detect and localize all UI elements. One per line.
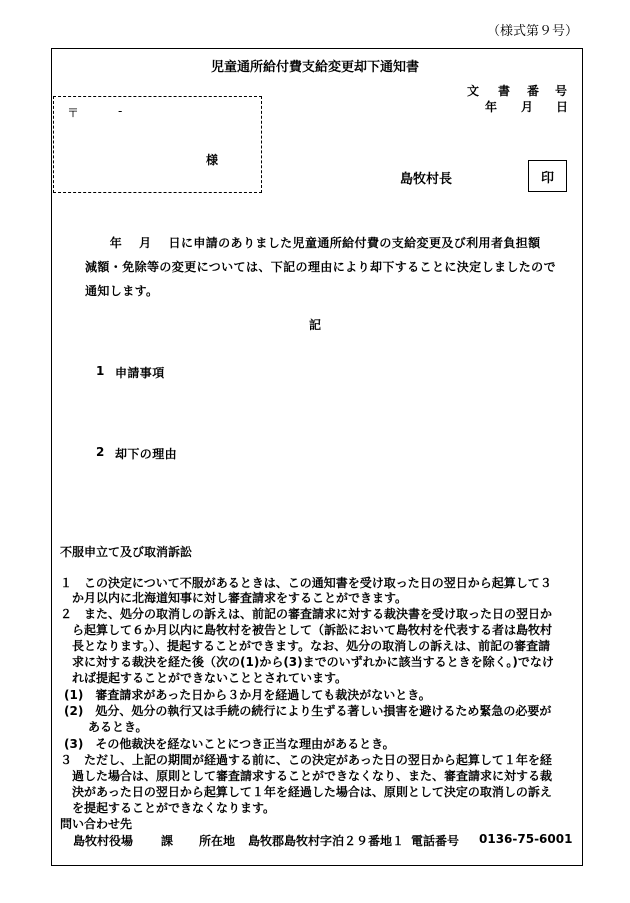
contact-heading: 問い合わせ先 [60,817,133,831]
appeal-line: あるとき。 [64,720,148,734]
appeal-line: ら起算して６か月以内に島牧村を被告として（訴訟において島牧村を代表する者は島牧村 [60,623,553,637]
appeal-line: ２ また、処分の取消しの訴えは、前記の審査請求に対する裁決書を受け取った日の翌日か [60,607,553,621]
contact-address: 島牧郡島牧村字泊２９番地１ [248,834,405,848]
seal-label: 印 [540,170,554,186]
item-label: 申請事項 [115,366,165,380]
form-number: （様式第９号） [486,24,578,39]
contact-phone: 0136-75-6001 [479,832,573,846]
appeal-line: ３ ただし、上記の期間が経過する前に、この決定があった日の翌日から起算して１年を経 [60,753,552,767]
body-line: 通知します。 [85,284,159,298]
recipient-honorific: 様 [206,153,219,167]
date-day: 日 [556,100,569,114]
appeal-line: を提起することができなくなります。 [60,801,276,815]
appeal-line: 決があった日の翌日から起算して１年を経過した場合は、原則として決定の取消しの訴え [60,785,552,799]
doc-number-char: 書 [498,84,511,98]
item-number: 2 [96,445,105,459]
appeal-line: れば提起することができないこととされています。 [60,671,348,685]
doc-number-char: 番 [527,84,540,98]
body-line: 減額・免除等の変更については、下記の理由により却下することに決定しましたので [85,260,556,274]
postal-dash: - [118,104,123,118]
appeal-line: (3) その他裁決を経ないことにつき正当な理由があるとき。 [64,737,395,751]
date-year: 年 [485,100,498,114]
appeal-line: 長となります。）、提起することができます。なお、処分の取消しの訴えは、前記の審査請 [60,639,551,653]
doc-number-char: 文 [467,84,480,98]
document-title: 児童通所給付費支給変更却下通知書 [210,60,419,75]
appeal-heading: 不服申立て及び取消訴訟 [60,545,193,559]
contact-location-label: 所在地 [199,834,236,848]
appeal-line: １ この決定について不服があるときは、この通知書を受け取った日の翌日から起算して３ [60,576,552,590]
appeal-line: 求に対する裁決を経た後（次の(1)から(3)までのいずれかに該当するときを除く。)でなけ [60,655,554,669]
postal-mark: 〒 [67,106,80,120]
appeal-line: (1) 審査請求があった日から３か月を経過しても裁決がないとき。 [64,688,431,702]
recipient-address-box [53,96,262,193]
appeal-line: 過した場合は、原則として審査請求することができなくなり、また、審査請求に対する裁 [60,769,553,783]
issuer-name: 島牧村長 [400,172,453,187]
contact-office: 島牧村役場 [73,834,134,848]
contact-section: 課 [161,834,174,848]
item-number: 1 [96,364,105,378]
ki-marker: 記 [309,318,322,332]
date-month: 月 [521,100,534,114]
item-label: 却下の理由 [115,447,178,461]
appeal-line: (2) 処分、処分の執行又は手続の続行により生ずる著しい損害を避けるため緊急の必要が [64,704,552,718]
contact-phone-label: 電話番号 [411,834,460,848]
appeal-line: か月以内に北海道知事に対し審査請求をすることができます。 [60,591,408,605]
doc-number-char: 号 [555,84,568,98]
body-line: 年 月 日に申請のありました児童通所給付費の支給変更及び利用者負担額 [85,236,541,250]
seal-box [528,160,567,192]
